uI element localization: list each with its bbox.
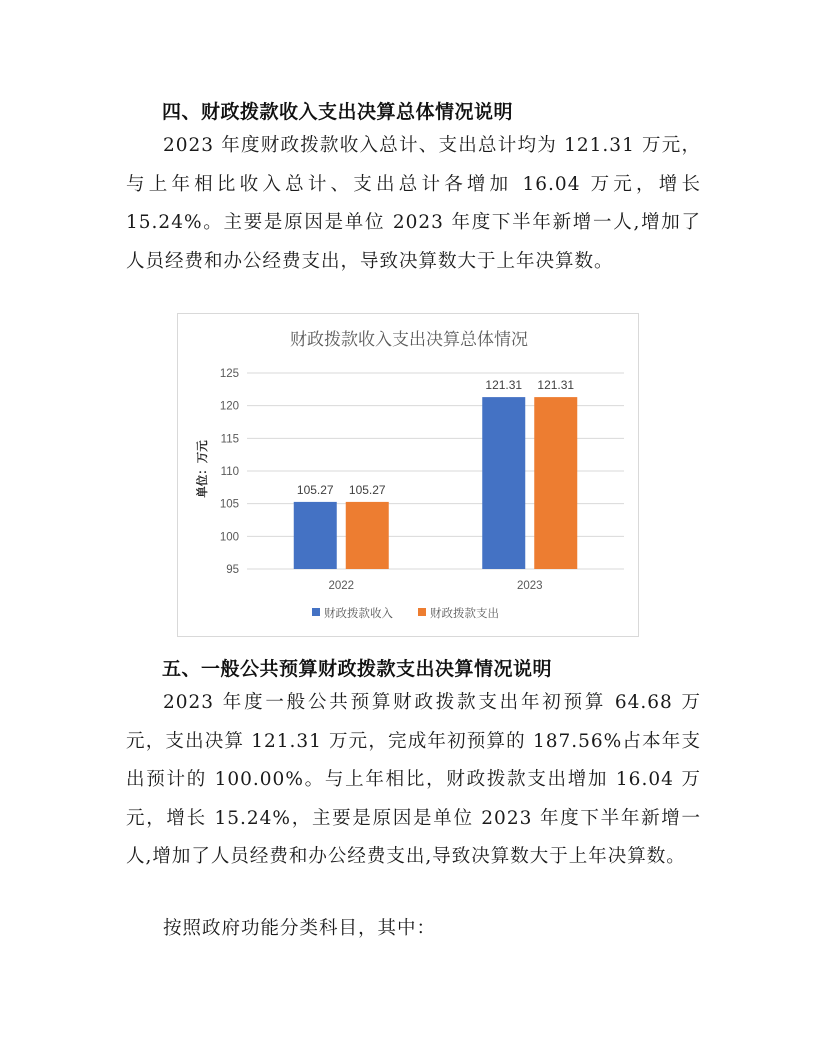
legend-swatch	[418, 608, 426, 616]
legend-label: 财政拨款收入	[324, 606, 393, 620]
data-label: 121.31	[537, 378, 575, 393]
bar-2022-0	[294, 502, 337, 569]
chart-title: 财政拨款收入支出决算总体情况	[290, 330, 528, 350]
y-axis-label: 单位：万元	[195, 440, 209, 498]
y-tick-label: 120	[219, 400, 239, 413]
section-4-paragraph: 2023 年度财政拨款收入总计、支出总计均为 121.31 万元，与上年相比收入总计、支出总计各增加 16.04 万元，增长 15.24%。主要是原因是单位 2023 年度下半年新增一人,增加了人员经费和办公经费支出，导致决算数大于上年决算数。	[126, 135, 701, 272]
data-labels	[297, 378, 575, 497]
bar-2022-1	[346, 502, 389, 569]
section-4-heading: 四、财政拨款收入支出决算总体情况说明	[162, 101, 514, 123]
data-label: 105.27	[348, 482, 386, 497]
bar-chart	[177, 313, 639, 637]
section-5-heading: 五、一般公共预算财政拨款支出决算情况说明	[162, 658, 553, 680]
data-label: 121.31	[485, 378, 523, 393]
chart-canvas	[178, 314, 640, 638]
y-tick-label: 105	[219, 498, 239, 511]
y-tick-label: 125	[219, 368, 239, 380]
y-axis-ticks	[220, 368, 239, 576]
y-tick-label: 115	[220, 433, 239, 446]
bar-2023-0	[482, 397, 525, 569]
data-label: 105.27	[296, 482, 334, 497]
bar-2023-1	[534, 397, 577, 569]
legend	[312, 606, 499, 620]
section-5-paragraph-2: 按照政府功能分类科目，其中：	[163, 918, 437, 939]
legend-swatch	[312, 608, 320, 616]
legend-label: 财政拨款支出	[430, 606, 499, 620]
x-axis-ticks	[328, 580, 542, 592]
x-tick-label: 2023	[516, 580, 543, 592]
bars	[294, 397, 578, 569]
y-tick-label: 100	[219, 531, 239, 544]
y-tick-label: 110	[220, 466, 239, 478]
y-tick-label: 95	[226, 564, 239, 576]
x-tick-label: 2022	[328, 580, 355, 592]
section-5-paragraph: 2023 年度一般公共预算财政拨款支出年初预算 64.68 万元，支出决算 121.31 万元，完成年初预算的 187.56%占本年支出预计的 100.00%。与上年相比，财政拨款支出增加 16.04 万元，增长 15.24%，主要是原因是单位 2023 年度下半年新增一人,增加了人员经费和办公经费支出,导致决算数大于上年决算数。	[126, 692, 701, 867]
